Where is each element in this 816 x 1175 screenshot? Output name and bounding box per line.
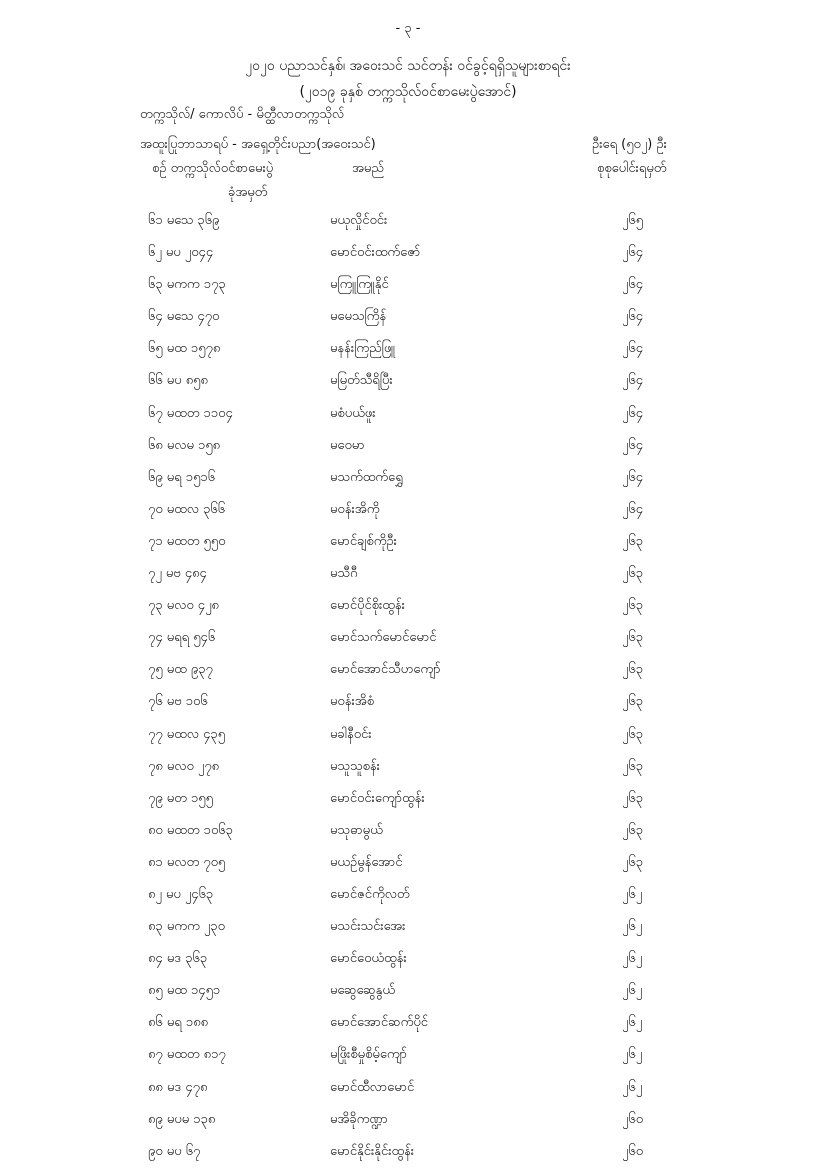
total-mark-cell: ၂၆၂	[622, 886, 643, 902]
roll-number-cell: ၆၁ မသေ ၃၆၉	[148, 213, 220, 228]
total-mark-cell: ၂၆၃	[622, 566, 644, 582]
roll-number-cell: ၆၈ မလမ ၁၅၈	[148, 437, 221, 453]
name-cell: မောင်ဝေယံထွန်း	[330, 951, 407, 967]
table-row	[0, 437, 816, 469]
header-name: အမည်	[352, 161, 384, 176]
total-mark-cell: ၂၆၂	[622, 1047, 643, 1063]
total-mark-cell: ၂၆၄	[622, 309, 644, 325]
roll-number-cell: ၆၄ မသေ ၄၇၀	[148, 309, 220, 325]
name-cell: မစံပယ်ဖူး	[330, 405, 376, 421]
total-mark-cell: ၂၆၀	[622, 1111, 644, 1127]
total-mark-cell: ၂၆၃	[622, 662, 644, 678]
table-row	[0, 405, 816, 437]
total-mark-cell: ၂၆၃	[622, 726, 644, 742]
roll-number-cell: ၆၆ မပ ၈၅၈	[148, 373, 208, 389]
roll-number-cell: ၈၄ မဒ ၃၆၃	[148, 951, 208, 967]
document-subtitle: (၂၀၁၉ ခုနှစ် တက္ကသိုလ်ဝင်စာမေးပွဲအောင်)	[299, 84, 517, 100]
university-line: တက္ကသိုလ်/ ကောလိပ် - မိတ္ထီလာတက္ကသိုလ်	[140, 107, 345, 122]
table-row	[0, 886, 816, 918]
name-cell: မဝန်းအိစံ	[330, 694, 375, 710]
document-title: ၂၀၂၀ ပညာသင်နှစ်၊ အဝေးသင် သင်တန်း ဝင်ခွင့်ရရှိသူများစာရင်း	[245, 58, 571, 74]
roll-number-cell: ၈၇ မထတ ၈၁၇	[148, 1047, 226, 1063]
name-cell: မောင်ချစ်ကိုဦး	[330, 533, 397, 549]
table-row	[0, 244, 816, 276]
total-mark-cell: ၂၆၄	[622, 245, 644, 261]
name-cell: မသက်ထက်ရွှေ	[330, 469, 403, 485]
table-row	[0, 854, 816, 886]
roll-number-cell: ၈၃ မကက ၂၃၀	[148, 919, 225, 935]
table-row	[0, 693, 816, 725]
table-row	[0, 565, 816, 597]
table-row	[0, 372, 816, 404]
table-row	[0, 469, 816, 501]
name-cell: မသူသူစန်း	[330, 758, 380, 774]
table-row	[0, 982, 816, 1014]
roll-number-cell: ၇၀ မထလ ၃၆၆	[148, 501, 226, 517]
table-row	[0, 726, 816, 758]
roll-number-cell: ၇၁ မထတ ၅၅၀	[148, 533, 226, 549]
name-cell: မောင်အောင်ဆက်ပိုင်	[330, 1015, 428, 1031]
name-cell: မောင်ဝင်းထက်ဇော်	[330, 245, 421, 261]
total-mark-cell: ၂၆၀	[622, 1143, 644, 1159]
name-cell: မနန်းကြည်ဖြူ	[330, 341, 396, 357]
total-mark-cell: ၂၆၄	[622, 501, 644, 517]
roll-number-cell: ၆၅ မထ ၁၅၇၈	[148, 341, 221, 357]
total-mark-cell: ၂၆၂	[622, 1079, 643, 1095]
table-row	[0, 918, 816, 950]
table-row	[0, 597, 816, 629]
total-mark-cell: ၂၆၄	[622, 437, 644, 453]
roll-number-cell: ၆၃ မကက ၁၇၃	[148, 277, 226, 293]
table-row	[0, 661, 816, 693]
table-row	[0, 276, 816, 308]
name-cell: မယုလှိုင်ဝင်း	[330, 213, 388, 228]
table-row	[0, 822, 816, 854]
name-cell: မောင်ဇင်ကိုလတ်	[330, 886, 410, 902]
table-row	[0, 533, 816, 565]
total-mark-cell: ၂၆၃	[622, 598, 644, 614]
name-cell: မသီဂီ	[330, 566, 358, 582]
name-cell: မဖြိုးစီမှုစိမ့်ကျော်	[330, 1047, 407, 1063]
roll-number-cell: ၇၃ မလဝ ၄၂၈	[148, 598, 219, 614]
total-mark-cell: ၂၆၂	[622, 1015, 643, 1031]
name-cell: မောင်ပိုင်စိုးထွန်း	[330, 598, 405, 614]
roll-number-cell: ၇၅ မထ ၉၃၇	[148, 662, 213, 678]
table-row	[0, 950, 816, 982]
total-mark-cell: ၂၆၄	[622, 405, 644, 421]
name-cell: မကြူကြူနိုင်	[330, 277, 389, 293]
roll-number-cell: ၈၉ မပမ ၁၃၈	[148, 1111, 216, 1127]
roll-number-cell: ၇၆ မဗ ၁၀၆	[148, 694, 208, 710]
name-cell: မမြတ်သီရိပြီး	[330, 373, 393, 389]
table-row	[0, 1079, 816, 1111]
header-rollno-line2: ခုံအမှတ်	[228, 185, 268, 200]
table-row	[0, 758, 816, 790]
subject-line: အထူးပြုဘာသာရပ် - အရှေ့တိုင်းပညာ(အဝေးသင်)	[140, 137, 376, 152]
page-number: - ၃ -	[395, 21, 421, 36]
roll-number-cell: ၇၇ မထလ ၄၃၅	[148, 726, 226, 742]
name-cell: မမေသကြိန်	[330, 309, 387, 325]
name-cell: မဆွေဆွေနွယ်	[330, 983, 395, 999]
table-row	[0, 501, 816, 533]
name-cell: မောင်အောင်သီဟကျော်	[330, 662, 441, 678]
total-mark-cell: ၂၆၄	[622, 341, 644, 357]
roll-number-cell: ၆၉ မရ ၁၅၁၆	[148, 469, 216, 485]
roll-number-cell: ၈၀ မထတ ၁၀၆၃	[148, 822, 233, 838]
header-serial-rollno: စဉ် တက္ကသိုလ်ဝင်စာမေးပွဲ	[152, 161, 274, 176]
total-mark-cell: ၂၆၂	[622, 919, 643, 935]
table-row	[0, 790, 816, 822]
roll-number-cell: ၇၉ မတ ၁၅၅	[148, 790, 213, 806]
table-row	[0, 212, 816, 244]
table-row	[0, 1014, 816, 1046]
total-mark-cell: ၂၆၃	[622, 694, 644, 710]
total-mark-cell: ၂၆၅	[622, 213, 644, 228]
roll-number-cell: ၇၂ မဗ ၄၈၄	[148, 566, 207, 582]
header-total-marks: စုစုပေါင်းရမှတ်	[597, 161, 667, 176]
roll-number-cell: ၈၅ မထ ၁၄၅၁	[148, 983, 221, 999]
total-mark-cell: ၂၆၂	[622, 983, 643, 999]
table-row	[0, 1111, 816, 1143]
roll-number-cell: ၈၈ မဒ ၄၇၈	[148, 1079, 208, 1095]
name-cell: မဝေမာ	[330, 437, 365, 453]
table-row	[0, 1046, 816, 1078]
roll-number-cell: ၈၂ မပ ၂၄၆၃	[148, 886, 214, 902]
name-cell: မောင်သက်မောင်မောင်	[330, 630, 437, 646]
total-mark-cell: ၂၆၄	[622, 469, 644, 485]
name-cell: မသင်းသင်းအေး	[330, 919, 406, 935]
roll-number-cell: ၆၇ မထတ ၁၁၀၄	[148, 405, 233, 421]
total-mark-cell: ၂၆၃	[622, 790, 644, 806]
total-mark-cell: ၂၆၃	[622, 533, 644, 549]
roll-number-cell: ၇၈ မလဝ ၂၇၈	[148, 758, 220, 774]
table-row	[0, 340, 816, 372]
name-cell: မောင်နိုင်းနိုင်းထွန်း	[330, 1143, 415, 1159]
total-mark-cell: ၂၆၄	[622, 277, 644, 293]
total-mark-cell: ၂၆၄	[622, 373, 644, 389]
table-row	[0, 1143, 816, 1175]
table-row	[0, 308, 816, 340]
name-cell: မဝန်းအိကို	[330, 501, 380, 517]
name-cell: မသုဓာမွယ်	[330, 822, 383, 838]
total-mark-cell: ၂၆၃	[622, 630, 644, 646]
name-cell: မယဉ်မွန်အောင်	[330, 854, 403, 870]
student-count: ဦးရေ (၅၀၂) ဦး	[592, 137, 667, 152]
name-cell: မောင်ဝင်းကျော်ထွန်း	[330, 790, 425, 806]
roll-number-cell: ၆၂ မပ ၂၀၄၄	[148, 245, 214, 261]
roll-number-cell: ၉၀ မပ ၆၇	[148, 1143, 201, 1159]
roll-number-cell: ၈၆ မရ ၁၈၈	[148, 1015, 209, 1031]
roll-number-cell: ၇၄ မရရ ၅၄၆	[148, 630, 216, 646]
name-cell: မောင်ထီလာမောင်	[330, 1079, 415, 1095]
total-mark-cell: ၂၆၃	[622, 854, 644, 870]
student-list	[0, 212, 816, 1175]
roll-number-cell: ၈၁ မလတ ၇၀၅	[148, 854, 226, 870]
name-cell: မအိခိုကဏ္ဍာ	[330, 1111, 388, 1127]
table-row	[0, 629, 816, 661]
total-mark-cell: ၂၆၃	[622, 758, 644, 774]
total-mark-cell: ၂၆၃	[622, 822, 644, 838]
total-mark-cell: ၂၆၂	[622, 951, 643, 967]
name-cell: မခါနီဝင်း	[330, 726, 372, 742]
